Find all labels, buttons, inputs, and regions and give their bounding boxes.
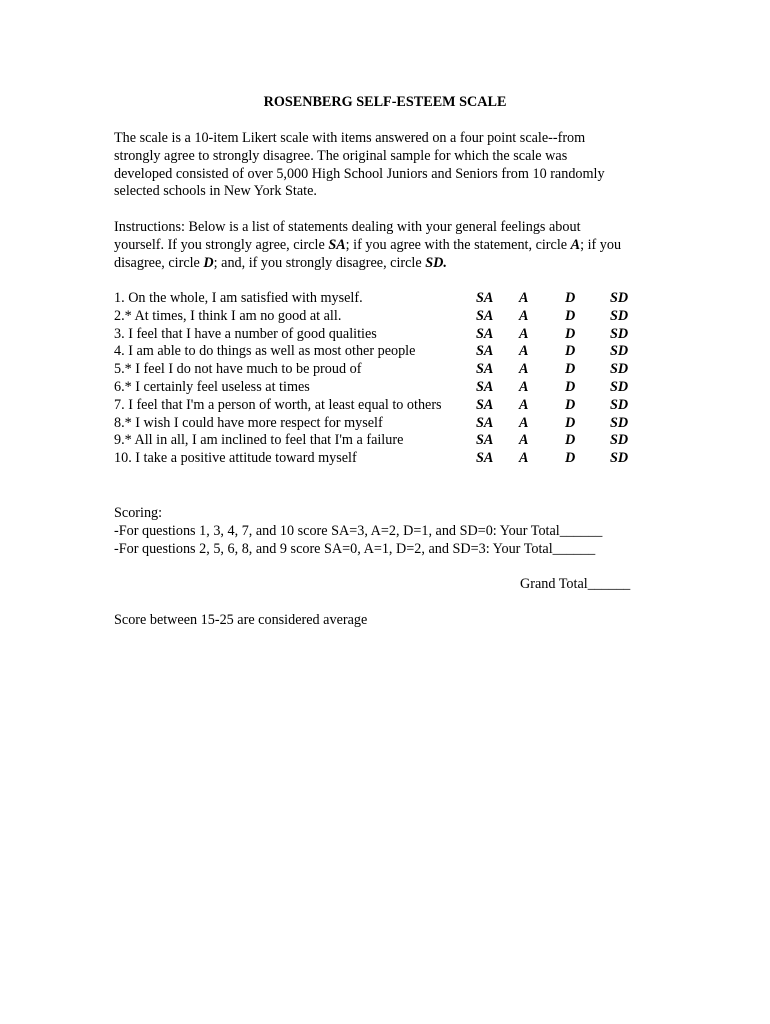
instructions-paragraph bbox=[114, 219, 674, 272]
item-statement: 8.* I wish I could have more respect for myself bbox=[114, 414, 383, 431]
average-note: Score between 15-25 are considered average bbox=[114, 612, 368, 628]
scoring-section bbox=[114, 505, 602, 558]
questionnaire-item bbox=[114, 432, 674, 450]
questionnaire-item bbox=[114, 397, 674, 415]
option-a[interactable]: A bbox=[519, 307, 529, 324]
option-d[interactable]: D bbox=[565, 450, 576, 467]
intro-line: strongly agree to strongly disagree. The original sample for which the scale was bbox=[114, 147, 568, 164]
intro-line: developed consisted of over 5,000 High School Juniors and Seniors from 10 randomly bbox=[114, 165, 605, 182]
sd-emphasis: SD. bbox=[425, 254, 447, 271]
option-sd[interactable]: SD bbox=[610, 396, 629, 413]
option-a[interactable]: A bbox=[519, 325, 529, 342]
intro-paragraph bbox=[114, 130, 674, 201]
option-d[interactable]: D bbox=[565, 414, 576, 431]
option-a[interactable]: A bbox=[519, 432, 529, 449]
scoring-rule: -For questions 1, 3, 4, 7, and 10 score SA=3, A=2, D=1, and SD=0: Your Total______ bbox=[114, 522, 603, 539]
option-sd[interactable]: SD bbox=[610, 343, 629, 360]
questionnaire-item bbox=[114, 379, 674, 397]
option-d[interactable]: D bbox=[565, 378, 576, 395]
option-sa[interactable]: SA bbox=[476, 343, 494, 360]
option-sa[interactable]: SA bbox=[476, 396, 494, 413]
questionnaire-item bbox=[114, 326, 674, 344]
option-d[interactable]: D bbox=[565, 432, 576, 449]
instructions-text: yourself. If you strongly agree, circle bbox=[114, 236, 329, 253]
item-statement: 9.* All in all, I am inclined to feel that I'm a failure bbox=[114, 432, 404, 449]
instructions-text: ; and, if you strongly disagree, circle bbox=[213, 254, 426, 271]
option-sa[interactable]: SA bbox=[476, 290, 494, 306]
option-d[interactable]: D bbox=[565, 396, 576, 413]
option-sa[interactable]: SA bbox=[476, 450, 494, 467]
scoring-heading: Scoring: bbox=[114, 505, 163, 521]
questionnaire-item bbox=[114, 450, 674, 468]
option-sd[interactable]: SD bbox=[610, 450, 629, 467]
option-sd[interactable]: SD bbox=[610, 307, 629, 324]
item-statement: 5.* I feel I do not have much to be proud of bbox=[114, 361, 362, 378]
option-sa[interactable]: SA bbox=[476, 361, 494, 378]
scoring-rule: -For questions 2, 5, 6, 8, and 9 score SA=0, A=1, D=2, and SD=3: Your Total______ bbox=[114, 540, 596, 557]
intro-line: The scale is a 10-item Likert scale with items answered on a four point scale--from bbox=[114, 130, 586, 146]
option-sa[interactable]: SA bbox=[476, 325, 494, 342]
page-title: ROSENBERG SELF-ESTEEM SCALE bbox=[263, 94, 507, 110]
option-sa[interactable]: SA bbox=[476, 378, 494, 395]
option-d[interactable]: D bbox=[565, 343, 576, 360]
option-sa[interactable]: SA bbox=[476, 307, 494, 324]
instructions-line bbox=[114, 237, 674, 255]
item-statement: 1. On the whole, I am satisfied with myself. bbox=[114, 290, 363, 306]
option-sa[interactable]: SA bbox=[476, 432, 494, 449]
option-sd[interactable]: SD bbox=[610, 378, 629, 395]
option-a[interactable]: A bbox=[519, 450, 529, 467]
questionnaire-item bbox=[114, 361, 674, 379]
option-d[interactable]: D bbox=[565, 325, 576, 342]
option-a[interactable]: A bbox=[519, 361, 529, 378]
option-a[interactable]: A bbox=[519, 396, 529, 413]
questionnaire-item bbox=[114, 290, 674, 308]
item-statement: 4. I am able to do things as well as most other people bbox=[114, 343, 416, 360]
item-statement: 3. I feel that I have a number of good qualities bbox=[114, 325, 377, 342]
option-sd[interactable]: SD bbox=[610, 414, 629, 431]
item-statement: 6.* I certainly feel useless at times bbox=[114, 378, 310, 395]
option-sd[interactable]: SD bbox=[610, 361, 629, 378]
d-emphasis: D bbox=[203, 254, 214, 271]
option-d[interactable]: D bbox=[565, 361, 576, 378]
option-a[interactable]: A bbox=[519, 414, 529, 431]
sa-emphasis: SA bbox=[328, 236, 346, 253]
option-sa[interactable]: SA bbox=[476, 414, 494, 431]
option-sd[interactable]: SD bbox=[610, 432, 629, 449]
intro-line: selected schools in New York State. bbox=[114, 183, 317, 200]
questionnaire-items bbox=[114, 290, 674, 468]
a-emphasis: A bbox=[570, 236, 581, 253]
questionnaire-item bbox=[114, 343, 674, 361]
instructions-text: ; if you agree with the statement, circle bbox=[345, 236, 571, 253]
instructions-text: ; if you bbox=[580, 236, 622, 253]
questionnaire-item bbox=[114, 415, 674, 433]
item-statement: 2.* At times, I think I am no good at all. bbox=[114, 307, 342, 324]
option-a[interactable]: A bbox=[519, 290, 529, 306]
grand-total: Grand Total______ bbox=[520, 576, 631, 592]
questionnaire-item bbox=[114, 308, 674, 326]
option-sd[interactable]: SD bbox=[610, 325, 629, 342]
instructions-line: Instructions: Below is a list of statements dealing with your general feelings about bbox=[114, 219, 581, 235]
instructions-line bbox=[114, 255, 674, 273]
item-statement: 7. I feel that I'm a person of worth, at least equal to others bbox=[114, 396, 442, 413]
item-statement: 10. I take a positive attitude toward myself bbox=[114, 450, 357, 467]
option-d[interactable]: D bbox=[565, 307, 576, 324]
instructions-text: disagree, circle bbox=[114, 254, 204, 271]
option-a[interactable]: A bbox=[519, 343, 529, 360]
option-a[interactable]: A bbox=[519, 378, 529, 395]
option-sd[interactable]: SD bbox=[610, 290, 629, 306]
option-d[interactable]: D bbox=[565, 290, 576, 306]
